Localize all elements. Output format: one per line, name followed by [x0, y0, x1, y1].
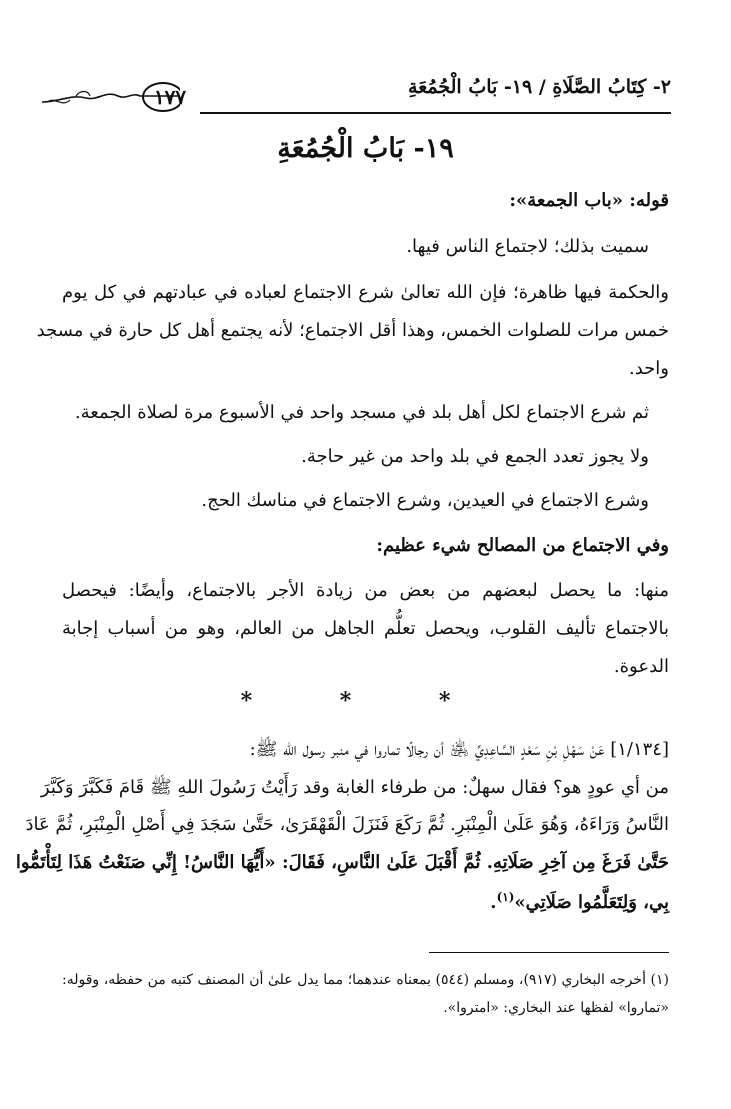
- hadith-line: [62, 890, 669, 913]
- body-line: سميت بذلك؛ لاجتماع الناس فيها.: [406, 236, 649, 257]
- header-rule: [200, 112, 671, 114]
- page-number: ١٧٧: [153, 85, 187, 109]
- body-line: واحد.: [629, 358, 669, 379]
- hadith-text: بِي، وَلِتَعَلَّمُوا صَلَاتِي»: [514, 892, 669, 913]
- hadith-line: حَتَّىٰ فَرَغَ مِن آخِرِ صَلَاتِهِ. ثُمَّ أَقْبَلَ عَلَىٰ النَّاسِ، فَقَالَ: «أَيُّهَا النَّاسُ! إِنِّي صَنَعْتُ هَذَا لِتَأْتَمُّوا: [15, 852, 669, 873]
- chapter-title: ١٩- بَابُ الْجُمُعَةِ: [277, 133, 454, 164]
- body-line: ولا يجوز تعدد الجمع في بلد واحد من غير حاجة.: [301, 446, 649, 467]
- body-line: الدعوة.: [613, 656, 669, 677]
- hadith-line: [١/١٣٤] عَنْ سَهْلِ بْنِ سَعْدٍ السَّاعِدِيِّ ﵁ أن رجالًا تماروا في منبر رسول الله ﷺ:: [249, 739, 669, 760]
- footnote-marker: (١): [496, 890, 515, 904]
- body-line: بالاجتماع تأليف القلوب، ويحصل تعلُّم الجاهل من العالم، وهو من أسباب إجابة: [62, 618, 669, 639]
- running-head: ٢- كِتَابُ الصَّلَاةِ / ١٩- بَابُ الْجُمُعَةِ: [408, 76, 671, 98]
- body-line: خمس مرات للصلوات الخمس، وهذا أقل الاجتماع؛ لأنه يجتمع أهل كل حارة في مسجد: [36, 320, 669, 341]
- hadith-line: النَّاسُ وَرَاءَهُ، وَهُوَ عَلَىٰ الْمِنْبَرِ. ثُمَّ رَكَعَ فَنَزَلَ الْقَهْقَرَىٰ، حَتَّىٰ سَجَدَ فِي أَصْلِ الْمِنْبَرِ، ثُمَّ عَادَ: [25, 814, 669, 835]
- body-line: وشرع الاجتماع في العيدين، وشرع الاجتماع في مناسك الحج.: [201, 490, 649, 511]
- body-subheading: وفي الاجتماع من المصالح شيء عظيم:: [376, 535, 669, 556]
- hadith-line: من أي عودٍ هو؟ فقال سهلٌ: من طرفاء الغابة وقد رَأَيْتُ رَسُولَ اللهِ ﷺ قَامَ فَكَبَّرَ وَكَبَّرَ: [40, 777, 669, 798]
- footnote-rule: [429, 952, 669, 953]
- section-separator: * * *: [240, 688, 491, 714]
- body-line: منها: ما يحصل لبعضهم من بعض من زيادة الأجر بالاجتماع، وأيضًا: فيحصل: [62, 580, 669, 601]
- footnote-line: (١) أخرجه البخاري (٩١٧)، ومسلم (٥٤٤) بمعناه عندهما؛ مما يدل علىٰ أن المصنف كتبه من حفظه، وقوله:: [62, 972, 670, 988]
- body-line: قوله: «باب الجمعة»:: [509, 190, 669, 211]
- body-line: والحكمة فيها ظاهرة؛ فإن الله تعالىٰ شرع الاجتماع لعباده في عبادتهم في كل يوم: [62, 282, 669, 303]
- footnote-line: «تماروا» لفظها عند البخاري: «امتروا».: [443, 1000, 669, 1016]
- hadith-end: .: [490, 892, 497, 913]
- body-line: ثم شرع الاجتماع لكل أهل بلد في مسجد واحد في الأسبوع مرة لصلاة الجمعة.: [74, 402, 649, 423]
